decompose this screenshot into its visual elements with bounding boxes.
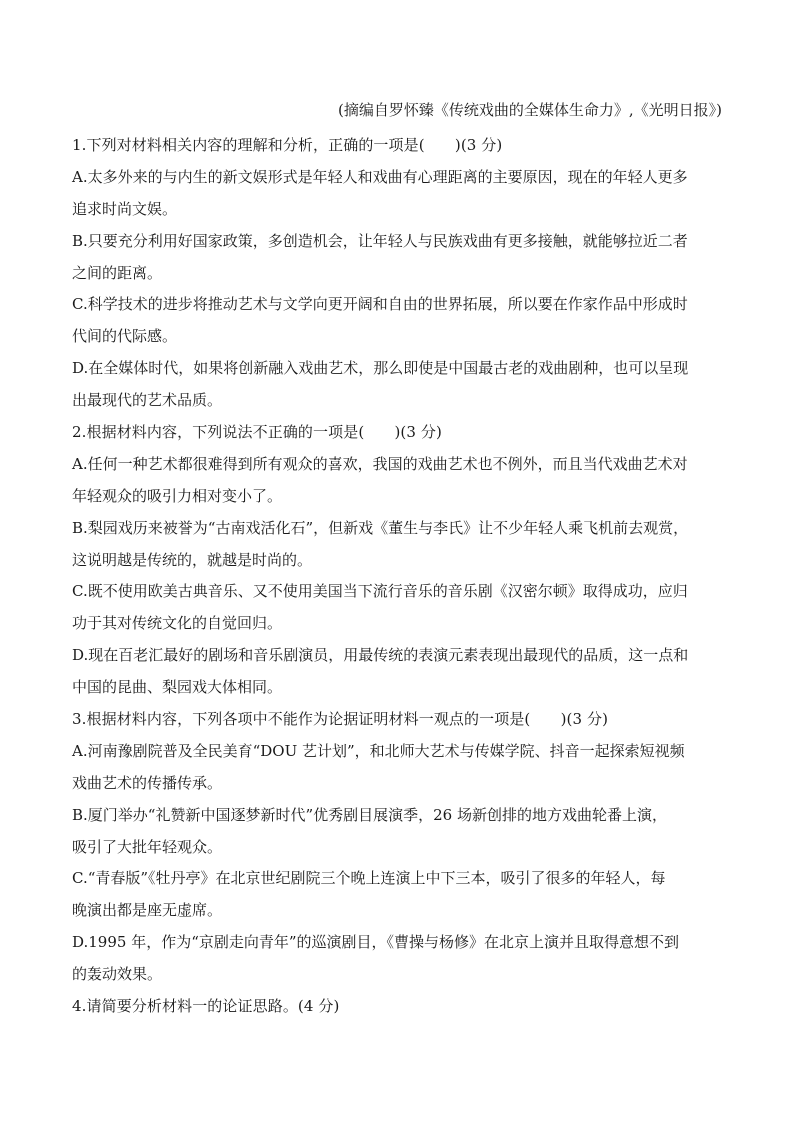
q2-option-a-line-1: A.任何一种艺术都很难得到所有观众的喜欢，我国的戏曲艺术也不例外，而且当代戏曲艺术对 bbox=[72, 454, 688, 473]
q2-option-b-line-1: B.梨园戏历来被誉为“古南戏活化石”，但新戏《董生与李氏》让不少年轻人乘飞机前去观赏， bbox=[72, 518, 689, 537]
question-2-stem: 2.根据材料内容，下列说法不正确的一项是( )(3 分) bbox=[72, 423, 442, 442]
q2-option-c-line-2: 功于其对传统文化的自觉回归。 bbox=[72, 614, 283, 633]
q2-option-b-line-2: 这说明越是传统的，就越是时尚的。 bbox=[72, 550, 313, 569]
question-4-stem: 4.请简要分析材料一的论证思路。(4 分) bbox=[72, 997, 340, 1016]
q2-option-d-line-1: D.现在百老汇最好的剧场和音乐剧演员，用最传统的表演元素表现出最现代的品质，这一点和 bbox=[72, 646, 689, 665]
q3-option-a-line-1: A.河南豫剧院普及全民美育“DOU 艺计划”，和北师大艺术与传媒学院、抖音一起探索短视频 bbox=[72, 741, 685, 760]
q3-option-b-line-1: B.厦门举办“礼赞新中国逐梦新时代”优秀剧目展演季，26 场新创排的地方戏曲轮番上演， bbox=[72, 805, 667, 824]
q1-option-b-line-2: 之间的距离。 bbox=[72, 263, 163, 282]
q3-option-b-line-2: 吸引了大批年轻观众。 bbox=[72, 837, 223, 856]
q2-option-d-line-2: 中国的昆曲、梨园戏大体相同。 bbox=[72, 678, 283, 697]
q2-option-c-line-1: C.既不使用欧美古典音乐、又不使用美国当下流行音乐的音乐剧《汉密尔顿》取得成功，应归 bbox=[72, 582, 688, 601]
q3-option-c-line-1: C.“青春版”《牡丹亭》在北京世纪剧院三个晚上连演上中下三本，吸引了很多的年轻人，每 bbox=[72, 869, 666, 888]
q2-option-a-line-2: 年轻观众的吸引力相对变小了。 bbox=[72, 486, 283, 505]
q3-option-a-line-2: 戏曲艺术的传播传承。 bbox=[72, 773, 223, 792]
q1-option-a-line-1: A.太多外来的与内生的新文娱形式是年轻人和戏曲有心理距离的主要原因，现在的年轻人更多 bbox=[72, 167, 688, 186]
q1-option-c-line-2: 代间的代际感。 bbox=[72, 327, 178, 346]
q3-option-d-line-2: 的轰动效果。 bbox=[72, 965, 163, 984]
q1-option-d-line-1: D.在全媒体时代，如果将创新融入戏曲艺术，那么即使是中国最古老的戏曲剧种，也可以呈现 bbox=[72, 359, 689, 378]
question-list bbox=[72, 130, 722, 1023]
q1-option-a-line-2: 追求时尚文娱。 bbox=[72, 199, 178, 218]
q1-option-b-line-1: B.只要充分利用好国家政策，多创造机会，让年轻人与民族戏曲有更多接触，就能够拉近二者 bbox=[72, 231, 688, 250]
q3-option-d-line-1: D.1995 年，作为“京剧走向青年”的巡演剧目，《曹操与杨修》在北京上演并且取得意想不到 bbox=[72, 933, 680, 952]
source-citation: (摘编自罗怀臻《传统戏曲的全媒体生命力》,《光明日报》) bbox=[338, 101, 722, 119]
q1-option-d-line-2: 出最现代的艺术品质。 bbox=[72, 391, 223, 410]
q1-option-c-line-1: C.科学技术的进步将推动艺术与文学向更开阔和自由的世界拓展，所以要在作家作品中形成时 bbox=[72, 295, 688, 314]
q3-option-c-line-2: 晚演出都是座无虚席。 bbox=[72, 901, 223, 920]
question-1-stem: 1.下列对材料相关内容的理解和分析，正确的一项是( )(3 分) bbox=[72, 136, 503, 154]
question-3-stem: 3.根据材料内容，下列各项中不能作为论据证明材料一观点的一项是( )(3 分) bbox=[72, 710, 609, 729]
